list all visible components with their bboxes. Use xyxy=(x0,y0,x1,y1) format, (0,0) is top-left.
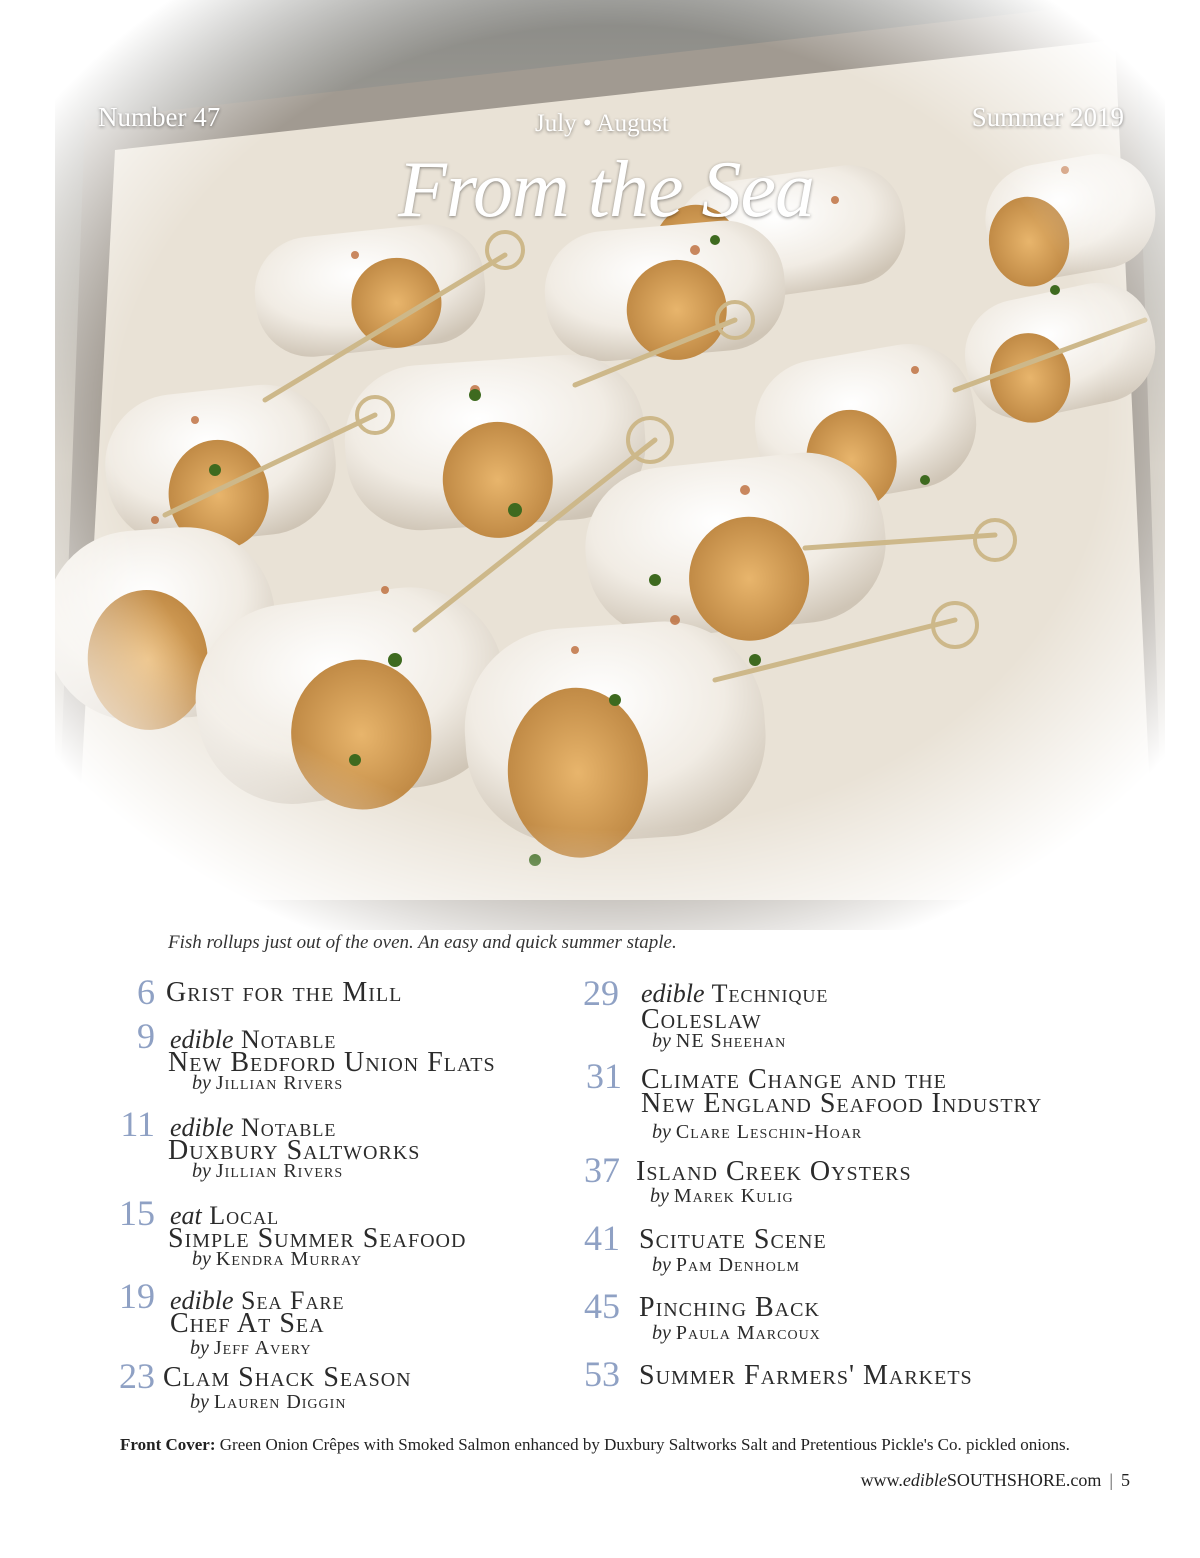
issue-dates: July • August xyxy=(535,110,669,137)
article-byline: by Jeff Avery xyxy=(190,1337,312,1359)
footer-page-number: 5 xyxy=(1121,1470,1130,1490)
article-title: Duxbury Saltworks xyxy=(168,1135,421,1166)
page-number: 45 xyxy=(584,1286,620,1326)
article-byline: by Jillian Rivers xyxy=(192,1160,344,1182)
page-number: 11 xyxy=(120,1104,155,1144)
page-number: 29 xyxy=(583,973,619,1013)
article-kicker: eat Local xyxy=(170,1201,280,1230)
article-title: Summer Farmers' Markets xyxy=(639,1360,973,1391)
article-byline: by Jillian Rivers xyxy=(192,1072,344,1094)
article-title: Clam Shack Season xyxy=(163,1362,412,1393)
issue-season: Summer 2019 xyxy=(971,102,1124,132)
page-number: 37 xyxy=(584,1150,620,1190)
footer-website[interactable]: www.edibleSOUTHSHORE.com | 5 xyxy=(860,1470,1130,1490)
article-title: Simple Summer Seafood xyxy=(168,1223,467,1254)
article-title: Chef At Sea xyxy=(170,1308,325,1339)
front-cover-label: Front Cover: xyxy=(120,1435,216,1454)
page-number: 9 xyxy=(137,1016,155,1056)
article-title: Pinching Back xyxy=(639,1292,820,1323)
front-cover-text: Green Onion Crêpes with Smoked Salmon enhanced by Duxbury Saltworks Salt and Pretentious Pickle's Co. pickled onions. xyxy=(215,1435,1070,1454)
article-byline: by Marek Kulig xyxy=(650,1185,794,1207)
article-kicker: edible Technique xyxy=(641,979,829,1008)
article-byline: by Paula Marcoux xyxy=(652,1322,821,1344)
article-byline: by Pam Denholm xyxy=(652,1254,800,1276)
photo-caption: Fish rollups just out of the oven. An easy and quick summer staple. xyxy=(168,932,677,953)
article-byline: by Lauren Diggin xyxy=(190,1391,347,1413)
article-title: Island Creek Oysters xyxy=(636,1156,912,1187)
page-title: From the Sea xyxy=(398,146,815,234)
page-number: 19 xyxy=(119,1276,155,1316)
article-title: Coleslaw xyxy=(641,1004,762,1035)
fish-rollups-photo xyxy=(55,0,1165,930)
article-title: Climate Change and the xyxy=(641,1064,947,1095)
article-title: Scituate Scene xyxy=(639,1224,827,1255)
article-byline: by Kendra Murray xyxy=(192,1248,363,1270)
article-title: New Bedford Union Flats xyxy=(168,1047,496,1078)
issue-number: Number 47 xyxy=(98,102,221,132)
article-kicker: edible Notable xyxy=(170,1025,337,1054)
front-cover-note xyxy=(120,1435,1070,1455)
article-title-line-2: New England Seafood Industry xyxy=(641,1088,1043,1119)
page-number: 31 xyxy=(586,1056,622,1096)
article-byline: by NE Sheehan xyxy=(652,1030,787,1052)
page-number: 15 xyxy=(119,1193,155,1233)
footer-separator: | xyxy=(1109,1470,1113,1490)
article-kicker: edible Notable xyxy=(170,1113,337,1142)
article-kicker: edible Sea Fare xyxy=(170,1286,345,1315)
page-number: 23 xyxy=(119,1356,155,1396)
article-title: Grist for the Mill xyxy=(166,977,403,1008)
page-number: 41 xyxy=(584,1218,620,1258)
article-byline: by Clare Leschin-Hoar xyxy=(652,1121,863,1143)
page-number: 53 xyxy=(584,1354,620,1394)
page-number: 6 xyxy=(137,972,155,1012)
